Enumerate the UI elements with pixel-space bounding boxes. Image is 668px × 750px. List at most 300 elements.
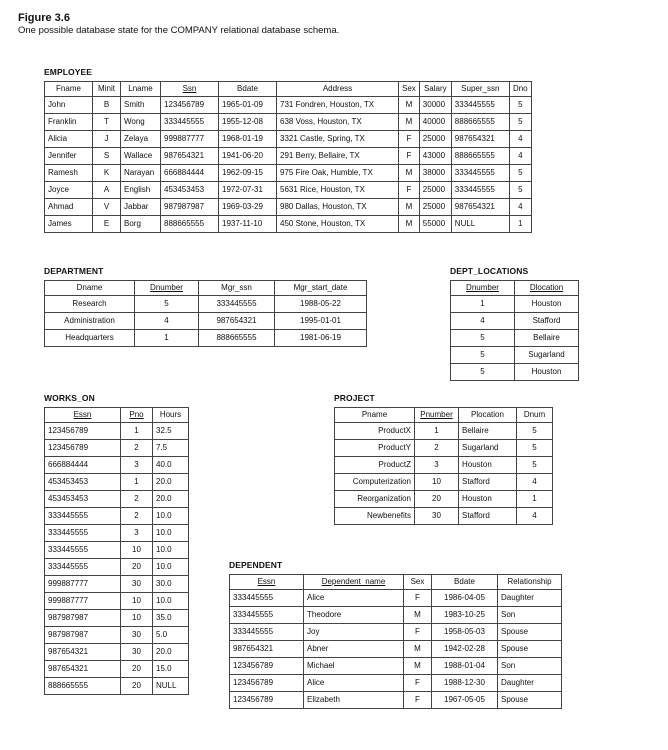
employee-cell: John	[45, 97, 93, 114]
project-table-row	[335, 457, 553, 474]
employee-cell: T	[93, 114, 121, 131]
employee-cell: 1968-01-19	[219, 131, 277, 148]
employee-cell: Wallace	[121, 148, 161, 165]
dependent-cell: Alice	[304, 590, 404, 607]
employee-column-header-label: Bdate	[237, 84, 258, 93]
dependent-cell: Daughter	[498, 590, 562, 607]
employee-cell: F	[399, 148, 420, 165]
project-cell: 10	[415, 474, 459, 491]
works-on-cell: 3	[121, 457, 153, 474]
employee-cell: 55000	[419, 216, 451, 233]
dept-locations-cell: 5	[451, 364, 515, 381]
dependent-cell: M	[404, 658, 432, 675]
project-table-row	[335, 423, 553, 440]
dependent-table-row	[230, 607, 562, 624]
works-on-cell: 20	[121, 661, 153, 678]
project-table	[334, 407, 553, 525]
dependent-cell: 333445555	[230, 590, 304, 607]
works-on-cell: 999887777	[45, 593, 121, 610]
works-on-cell: 10	[121, 593, 153, 610]
employee-cell: F	[399, 182, 420, 199]
works-on-cell: 20.0	[153, 644, 189, 661]
dept-locations-cell: Houston	[515, 296, 579, 313]
employee-cell: Franklin	[45, 114, 93, 131]
dept-locations-cell: Houston	[515, 364, 579, 381]
employee-cell: Ahmad	[45, 199, 93, 216]
dept-locations-cell: 5	[451, 330, 515, 347]
dependent-cell: 333445555	[230, 607, 304, 624]
employee-cell: 43000	[419, 148, 451, 165]
dept-locations-cell: 1	[451, 296, 515, 313]
dependent-cell: Theodore	[304, 607, 404, 624]
works-on-table-row	[45, 678, 189, 695]
works-on-table-row	[45, 627, 189, 644]
employee-cell: 40000	[419, 114, 451, 131]
employee-cell: James	[45, 216, 93, 233]
dept-locations-cell: Bellaire	[515, 330, 579, 347]
employee-column-header	[45, 82, 93, 97]
employee-cell: Zelaya	[121, 131, 161, 148]
works-on-header-row	[45, 408, 189, 423]
employee-column-header-label: Minit	[98, 84, 115, 93]
works-on-column-header-label: Pno	[129, 410, 144, 419]
employee-column-header-label: Lname	[128, 84, 153, 93]
project-header-row	[335, 408, 553, 423]
dependent-table-row	[230, 658, 562, 675]
dept-locations-table-row	[451, 347, 579, 364]
project-table-row	[335, 474, 553, 491]
works-on-cell: 15.0	[153, 661, 189, 678]
employee-column-header-label: Fname	[56, 84, 81, 93]
works-on-cell: 10.0	[153, 542, 189, 559]
dependent-table-row	[230, 641, 562, 658]
dept-locations-cell: 4	[451, 313, 515, 330]
works-on-cell: 30	[121, 627, 153, 644]
department-table-row	[45, 313, 367, 330]
dependent-table-row	[230, 692, 562, 709]
employee-cell: 888665555	[451, 114, 509, 131]
employee-cell: V	[93, 199, 121, 216]
project-column-header-label: Pnumber	[420, 410, 453, 419]
works-on-cell: 123456789	[45, 440, 121, 457]
project-cell: Computerization	[335, 474, 415, 491]
employee-cell: Narayan	[121, 165, 161, 182]
works-on-table-row	[45, 440, 189, 457]
dependent-cell: Abner	[304, 641, 404, 658]
employee-cell: 987654321	[451, 199, 509, 216]
works-on-table-row	[45, 542, 189, 559]
dependent-cell: Spouse	[498, 641, 562, 658]
project-table-row	[335, 508, 553, 525]
employee-cell: 999887777	[161, 131, 219, 148]
project-table-row	[335, 440, 553, 457]
employee-column-header	[399, 82, 420, 97]
employee-cell: B	[93, 97, 121, 114]
dept-locations-column-header	[451, 281, 515, 296]
department-cell: 1	[135, 330, 199, 347]
department-column-header	[275, 281, 367, 296]
employee-cell: 987654321	[451, 131, 509, 148]
department-column-header-label: Mgr_start_date	[293, 283, 348, 292]
employee-table-row	[45, 216, 532, 233]
department-cell: 4	[135, 313, 199, 330]
employee-table-row	[45, 199, 532, 216]
dependent-cell: F	[404, 692, 432, 709]
employee-cell: 1965-01-09	[219, 97, 277, 114]
dependent-cell: 123456789	[230, 692, 304, 709]
department-column-header-label: Dname	[76, 283, 103, 292]
employee-cell: 731 Fondren, Houston, TX	[277, 97, 399, 114]
employee-column-header	[161, 82, 219, 97]
works-on-table-row	[45, 508, 189, 525]
employee-cell: Jennifer	[45, 148, 93, 165]
dependent-table-row	[230, 590, 562, 607]
employee-column-header-label: Salary	[423, 84, 447, 93]
dependent-column-header	[404, 575, 432, 590]
works-on-column-header-label: Hours	[159, 410, 182, 419]
department-cell: Headquarters	[45, 330, 135, 347]
employee-cell: 25000	[419, 199, 451, 216]
employee-column-header	[277, 82, 399, 97]
project-cell: 4	[517, 474, 553, 491]
dept-locations-table-row	[451, 330, 579, 347]
works-on-cell: 10.0	[153, 508, 189, 525]
works-on-cell: 10	[121, 542, 153, 559]
project-cell: 4	[517, 508, 553, 525]
dept-locations-cell: Sugarland	[515, 347, 579, 364]
project-cell: 1	[415, 423, 459, 440]
employee-table-row	[45, 148, 532, 165]
employee-cell: 5	[509, 97, 531, 114]
works-on-cell: 20	[121, 678, 153, 695]
dependent-cell: 1958-05-03	[432, 624, 498, 641]
employee-column-header-label: Super_ssn	[461, 84, 500, 93]
dependent-cell: F	[404, 590, 432, 607]
project-cell: Houston	[459, 457, 517, 474]
employee-cell: M	[399, 216, 420, 233]
employee-header-row	[45, 82, 532, 97]
project-column-header-label: Pname	[361, 410, 388, 419]
works-on-cell: 2	[121, 491, 153, 508]
employee-column-header	[121, 82, 161, 97]
department-column-header	[135, 281, 199, 296]
employee-column-header	[93, 82, 121, 97]
works-on-cell: 10.0	[153, 559, 189, 576]
works-on-cell: 666884444	[45, 457, 121, 474]
dependent-cell: 1967-05-05	[432, 692, 498, 709]
dependent-cell: 987654321	[230, 641, 304, 658]
dependent-table-row	[230, 675, 562, 692]
works-on-column-header	[153, 408, 189, 423]
employee-cell: 5	[509, 114, 531, 131]
dependent-column-header-label: Essn	[257, 577, 276, 586]
works-on-cell: 35.0	[153, 610, 189, 627]
dependent-column-header	[230, 575, 304, 590]
works-on-cell: NULL	[153, 678, 189, 695]
works-on-cell: 30	[121, 644, 153, 661]
employee-cell: M	[399, 97, 420, 114]
works-on-cell: 10.0	[153, 525, 189, 542]
works-on-cell: 2	[121, 440, 153, 457]
employee-cell: 450 Stone, Houston, TX	[277, 216, 399, 233]
department-cell: 333445555	[199, 296, 275, 313]
employee-cell: Alicia	[45, 131, 93, 148]
employee-cell: Joyce	[45, 182, 93, 199]
works-on-cell: 453453453	[45, 491, 121, 508]
employee-cell: English	[121, 182, 161, 199]
employee-cell: 1955-12-08	[219, 114, 277, 131]
employee-cell: S	[93, 148, 121, 165]
project-cell: 30	[415, 508, 459, 525]
works-on-cell: 333445555	[45, 525, 121, 542]
department-header-row	[45, 281, 367, 296]
employee-table-row	[45, 131, 532, 148]
works-on-column-header-label: Essn	[73, 410, 92, 419]
employee-cell: M	[399, 114, 420, 131]
dependent-cell: 1988-01-04	[432, 658, 498, 675]
works-on-cell: 32.5	[153, 423, 189, 440]
project-column-header-label: Plocation	[471, 410, 504, 419]
dept-locations-table-row	[451, 364, 579, 381]
project-column-header	[415, 408, 459, 423]
works-on-cell: 123456789	[45, 423, 121, 440]
employee-table	[44, 81, 532, 233]
employee-table-row	[45, 97, 532, 114]
project-cell: 5	[517, 423, 553, 440]
dependent-column-header	[432, 575, 498, 590]
employee-column-header	[451, 82, 509, 97]
department-table-name: DEPARTMENT	[44, 266, 104, 276]
employee-cell: 453453453	[161, 182, 219, 199]
works-on-cell: 7.5	[153, 440, 189, 457]
works-on-table-row	[45, 661, 189, 678]
dependent-cell: 123456789	[230, 675, 304, 692]
employee-table-row	[45, 114, 532, 131]
dependent-column-header	[498, 575, 562, 590]
employee-column-header	[419, 82, 451, 97]
works-on-column-header	[45, 408, 121, 423]
project-cell: Sugarland	[459, 440, 517, 457]
figure-caption: One possible database state for the COMPANY relational database schema.	[18, 25, 340, 36]
dependent-column-header-label: Dependent_name	[321, 577, 386, 586]
works-on-table-name: WORKS_ON	[44, 393, 95, 403]
employee-column-header-label: Sex	[402, 84, 416, 93]
dependent-cell: Spouse	[498, 692, 562, 709]
employee-cell: M	[399, 199, 420, 216]
department-column-header-label: Dnumber	[150, 283, 183, 292]
dependent-cell: 1988-12-30	[432, 675, 498, 692]
works-on-cell: 333445555	[45, 508, 121, 525]
works-on-table-row	[45, 576, 189, 593]
dependent-cell: Son	[498, 658, 562, 675]
dependent-header-row	[230, 575, 562, 590]
employee-cell: 1969-03-29	[219, 199, 277, 216]
department-cell: 1995-01-01	[275, 313, 367, 330]
employee-cell: 25000	[419, 131, 451, 148]
employee-cell: 638 Voss, Houston, TX	[277, 114, 399, 131]
project-cell: ProductX	[335, 423, 415, 440]
works-on-cell: 10.0	[153, 593, 189, 610]
department-block	[44, 266, 367, 347]
employee-cell: 3321 Castle, Spring, TX	[277, 131, 399, 148]
dependent-cell: Son	[498, 607, 562, 624]
works-on-cell: 987654321	[45, 644, 121, 661]
employee-cell: 333445555	[161, 114, 219, 131]
works-on-cell: 888665555	[45, 678, 121, 695]
employee-column-header-label: Dno	[512, 84, 528, 93]
employee-cell: M	[399, 165, 420, 182]
employee-cell: A	[93, 182, 121, 199]
department-cell: 987654321	[199, 313, 275, 330]
employee-cell: 1972-07-31	[219, 182, 277, 199]
dependent-cell: 1986-04-05	[432, 590, 498, 607]
dependent-column-header-label: Relationship	[507, 577, 552, 586]
employee-cell: Jabbar	[121, 199, 161, 216]
dept-locations-column-header	[515, 281, 579, 296]
project-cell: Stafford	[459, 508, 517, 525]
employee-cell: 333445555	[451, 97, 509, 114]
works-on-cell: 2	[121, 508, 153, 525]
figure-title: Figure 3.6	[18, 12, 70, 24]
employee-cell: 30000	[419, 97, 451, 114]
employee-cell: Smith	[121, 97, 161, 114]
department-table-row	[45, 296, 367, 313]
works-on-cell: 1	[121, 423, 153, 440]
employee-cell: 5	[509, 182, 531, 199]
works-on-cell: 10	[121, 610, 153, 627]
employee-cell: 987987987	[161, 199, 219, 216]
employee-column-header-label: Ssn	[182, 84, 197, 93]
project-column-header-label: Dnum	[523, 410, 546, 419]
works-on-table	[44, 407, 189, 695]
dept-locations-cell: Stafford	[515, 313, 579, 330]
works-on-table-row	[45, 593, 189, 610]
project-cell: Bellaire	[459, 423, 517, 440]
dept-locations-column-header-label: Dnumber	[466, 283, 499, 292]
employee-cell: 666884444	[161, 165, 219, 182]
employee-cell: 975 Fire Oak, Humble, TX	[277, 165, 399, 182]
department-cell: 5	[135, 296, 199, 313]
project-column-header	[335, 408, 415, 423]
project-cell: Stafford	[459, 474, 517, 491]
works-on-cell: 987987987	[45, 610, 121, 627]
employee-cell: K	[93, 165, 121, 182]
department-cell: 1981-06-19	[275, 330, 367, 347]
project-cell: Reorganization	[335, 491, 415, 508]
employee-cell: 333445555	[451, 165, 509, 182]
works-on-table-row	[45, 559, 189, 576]
employee-table-name: EMPLOYEE	[44, 67, 93, 77]
works-on-cell: 5.0	[153, 627, 189, 644]
department-cell: 1988-05-22	[275, 296, 367, 313]
dependent-cell: F	[404, 624, 432, 641]
dependent-cell: 123456789	[230, 658, 304, 675]
dept-locations-table	[450, 280, 579, 381]
dependent-cell: 333445555	[230, 624, 304, 641]
employee-cell: 5631 Rice, Houston, TX	[277, 182, 399, 199]
project-cell: 20	[415, 491, 459, 508]
employee-table-row	[45, 165, 532, 182]
dependent-table	[229, 574, 562, 709]
works-on-cell: 30.0	[153, 576, 189, 593]
department-table-row	[45, 330, 367, 347]
dependent-cell: 1983-10-25	[432, 607, 498, 624]
dept-locations-table-row	[451, 296, 579, 313]
employee-cell: 1962-09-15	[219, 165, 277, 182]
dependent-cell: M	[404, 641, 432, 658]
dependent-cell: F	[404, 675, 432, 692]
employee-cell: 25000	[419, 182, 451, 199]
project-cell: 1	[517, 491, 553, 508]
employee-cell: 38000	[419, 165, 451, 182]
employee-cell: 1937-11-10	[219, 216, 277, 233]
dependent-block	[229, 560, 562, 709]
works-on-cell: 3	[121, 525, 153, 542]
employee-column-header-label: Address	[322, 84, 353, 93]
department-cell: 888665555	[199, 330, 275, 347]
project-cell: 5	[517, 457, 553, 474]
department-cell: Administration	[45, 313, 135, 330]
works-on-cell: 999887777	[45, 576, 121, 593]
project-table-name: PROJECT	[334, 393, 375, 403]
works-on-cell: 20.0	[153, 474, 189, 491]
works-on-table-row	[45, 610, 189, 627]
dependent-column-header-label: Bdate	[454, 577, 475, 586]
dept-locations-column-header-label: Dlocation	[529, 283, 564, 292]
works-on-cell: 20	[121, 559, 153, 576]
works-on-column-header	[121, 408, 153, 423]
department-column-header	[199, 281, 275, 296]
employee-block	[44, 67, 532, 233]
department-cell: Research	[45, 296, 135, 313]
employee-cell: 123456789	[161, 97, 219, 114]
dependent-table-row	[230, 624, 562, 641]
works-on-table-row	[45, 457, 189, 474]
dependent-cell: Daughter	[498, 675, 562, 692]
employee-cell: 333445555	[451, 182, 509, 199]
employee-cell: J	[93, 131, 121, 148]
dept-locations-cell: 5	[451, 347, 515, 364]
works-on-cell: 453453453	[45, 474, 121, 491]
dependent-cell: Spouse	[498, 624, 562, 641]
employee-cell: 5	[509, 165, 531, 182]
dependent-column-header-label: Sex	[410, 577, 425, 586]
dependent-table-name: DEPENDENT	[229, 560, 283, 570]
employee-cell: F	[399, 131, 420, 148]
dept-locations-table-row	[451, 313, 579, 330]
dependent-column-header	[304, 575, 404, 590]
works-on-cell: 987987987	[45, 627, 121, 644]
project-cell: Houston	[459, 491, 517, 508]
works-on-cell: 333445555	[45, 542, 121, 559]
dept-locations-table-name: DEPT_LOCATIONS	[450, 266, 529, 276]
employee-column-header	[219, 82, 277, 97]
employee-cell: 888665555	[451, 148, 509, 165]
works-on-cell: 1	[121, 474, 153, 491]
project-cell: Newbenefits	[335, 508, 415, 525]
dependent-cell: 1942-02-28	[432, 641, 498, 658]
employee-cell: Borg	[121, 216, 161, 233]
dependent-cell: M	[404, 607, 432, 624]
dependent-cell: Elizabeth	[304, 692, 404, 709]
employee-cell: 1941-06-20	[219, 148, 277, 165]
project-cell: ProductZ	[335, 457, 415, 474]
employee-cell: 4	[509, 199, 531, 216]
project-block	[334, 393, 553, 525]
dependent-cell: Alice	[304, 675, 404, 692]
project-cell: 2	[415, 440, 459, 457]
employee-cell: 888665555	[161, 216, 219, 233]
